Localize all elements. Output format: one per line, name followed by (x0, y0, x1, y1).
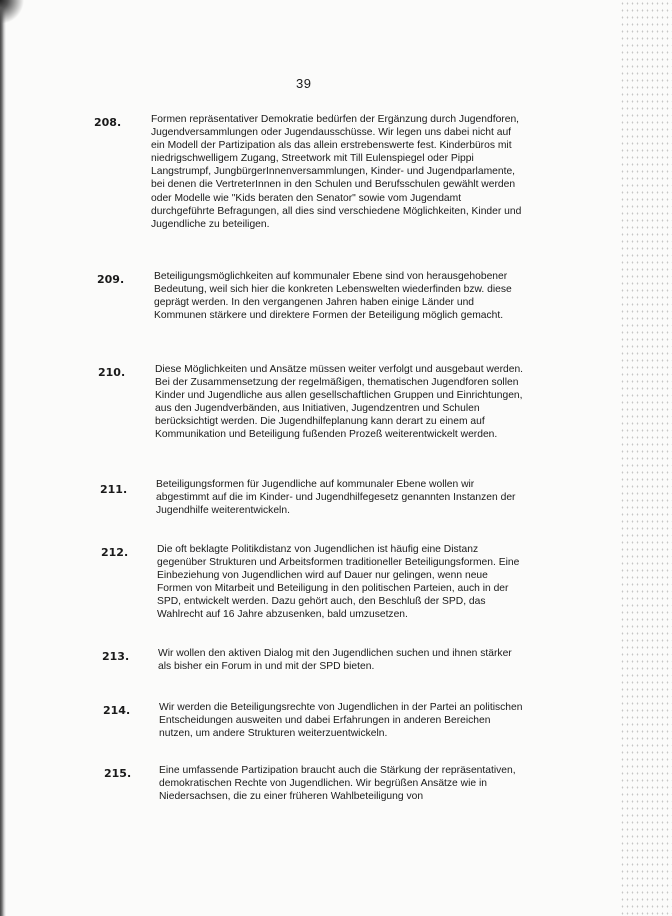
paragraph-text: Wir wollen den aktiven Dialog mit den Jugendlichen suchen und ihnen stärker als bisher ein Forum in und mit der SPD bieten. (158, 648, 512, 673)
paragraph-number: 215. (104, 767, 132, 780)
paragraph-text: Diese Möglichkeiten und Ansätze müssen weiter verfolgt und ausgebaut werden. Bei der Zusammensetzung der regelmäßigen, thematischen Jugendforen sollen Kinder und Jugendliche aus allen gesellschaftlichen Gruppen und Einrichtungen, aus den Jugendverbänden, aus Initiativen, Jugendzentren und Schulen berücksichtigt werden. Die Jugendhilfeplanung kann derart zu einem auf Kommunikation und Beteiligung fußenden Prozeß weiterentwickelt werden. (155, 364, 524, 441)
page-number: 39 (296, 76, 312, 91)
scan-edge-left (0, 0, 6, 916)
paragraph-number: 208. (94, 116, 122, 129)
scan-noise-right (620, 0, 672, 916)
paragraph-number: 211. (100, 483, 128, 496)
paragraph-number: 209. (97, 273, 125, 286)
paragraph-text: Beteiligungsmöglichkeiten auf kommunaler Ebene sind von herausgehobener Bedeutung, weil sich hier die konkreten Lebenswelten wiederfinden bzw. diese geprägt werden. In den vergangenen Jahren haben einige Länder und Kommunen stärkere und direktere Formen der Beteiligung möglich gemacht. (154, 271, 512, 322)
paragraph-text: Formen repräsentativer Demokratie bedürfen der Ergänzung durch Jugendforen, Jugendversammlungen oder Jugendausschüsse. Wir legen uns dabei nicht auf ein Modell der Partizipation als das allein erstrebenswerte fest. Kinderbüros mit niedrigschwelligem Zugang, Streetwork mit Till Eulenspiegel oder Pippi Langstrumpf, JungbürgerInnenversammlungen, Kinder- und Jugendparlamente, bei denen die VertreterInnen in den Schulen und Berufsschulen gewählt werden oder Modelle wie "Kids beraten den Senator" sowie vom Jugendamt durchgeführte Befragungen, all dies sind verschiedene Möglichkeiten, Kinder und Jugendliche zu beteiligen. (151, 114, 522, 230)
paragraph-text: Die oft beklagte Politikdistanz von Jugendlichen ist häufig eine Distanz gegenüber Strukturen und Arbeitsformen traditioneller Beteiligungsformen. Eine Einbeziehung von Jugendlichen wird auf Dauer nur gelingen, wenn neue Formen von Mitarbeit und Beteiligung in den politischen Parteien, auch in der SPD, entwickelt werden. Dazu gehört auch, den Beschluß der SPD, das Wahlrecht auf 16 Jahre abzusenken, bald umzusetzen. (157, 544, 520, 621)
paragraph-text: Wir werden die Beteiligungsrechte von Jugendlichen in der Partei an politischen Entscheidungen ausweiten und dabei Erfahrungen in anderen Bereichen nutzen, um andere Strukturen weiterzuentwickeln. (159, 702, 523, 740)
paragraph-text: Beteiligungsformen für Jugendliche auf kommunaler Ebene wollen wir abgestimmt auf die im Kinder- und Jugendhilfegesetz genannten Instanzen der Jugendhilfe weiterentwickeln. (156, 479, 516, 517)
paragraph-number: 212. (101, 546, 129, 559)
paragraph-number: 210. (98, 366, 126, 379)
paragraph-number: 214. (103, 704, 131, 717)
scan-corner-shadow (0, 0, 40, 40)
paragraph-text: Eine umfassende Partizipation braucht auch die Stärkung der repräsentativen, demokratischen Rechte von Jugendlichen. Wir begrüßen Ansätze wie in Niedersachsen, die zu einer früheren Wahlbeteiligung von (159, 765, 516, 803)
paragraph-number: 213. (102, 650, 130, 663)
